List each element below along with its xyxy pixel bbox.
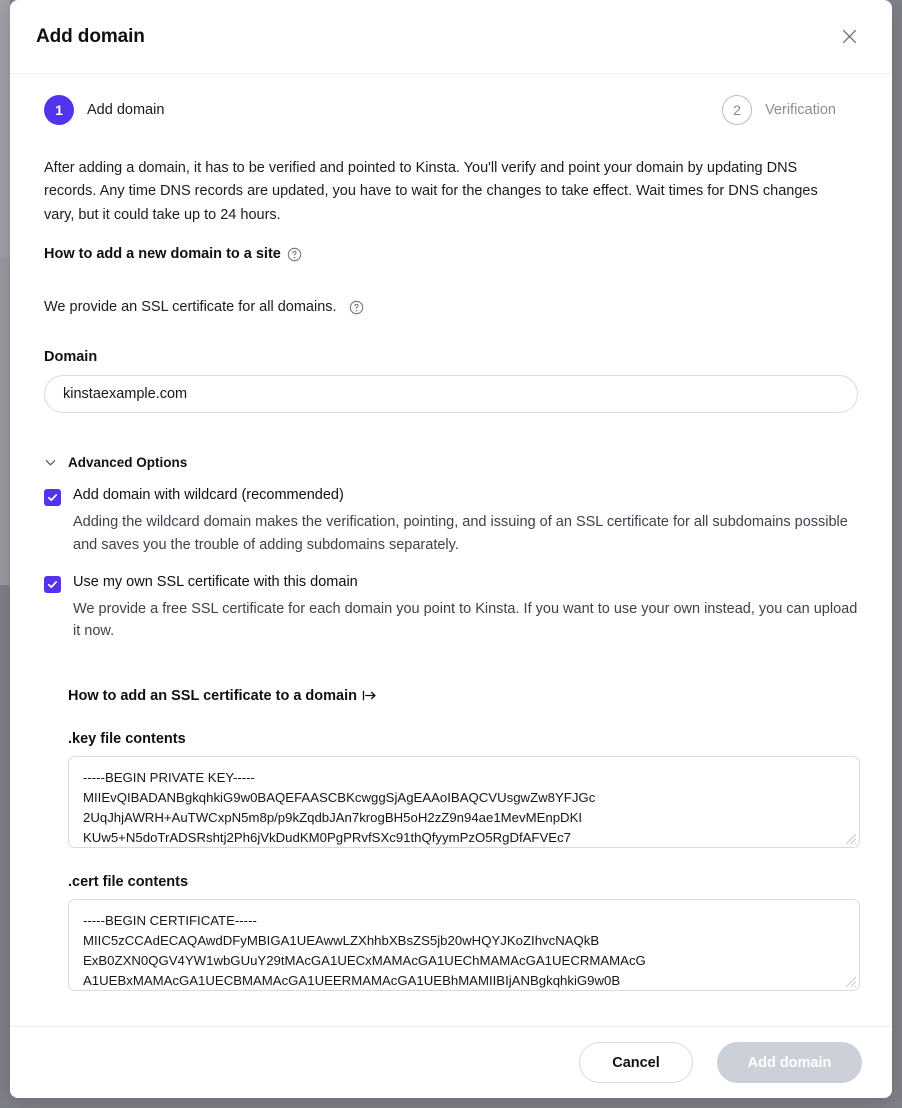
step-1-badge: 1 (44, 95, 74, 125)
modal-body (10, 74, 892, 1026)
chevron-down-icon (44, 456, 57, 469)
ssl-provided-note (44, 299, 858, 315)
how-to-add-ssl-link-label: How to add an SSL certificate to a domain (68, 687, 357, 704)
add-domain-modal (10, 0, 892, 1098)
ssl-upload-block (68, 687, 858, 991)
backdrop-pane-upper (0, 0, 10, 258)
help-circle-icon (287, 247, 302, 262)
cert-file-textarea-wrap (68, 899, 860, 991)
modal-footer (10, 1026, 892, 1098)
close-icon[interactable] (836, 24, 862, 50)
stepper (44, 74, 858, 125)
advanced-options-toggle[interactable] (44, 455, 858, 470)
wildcard-option-title: Add domain with wildcard (recommended) (73, 487, 344, 504)
intro-description: After adding a domain, it has to be verified and pointed to Kinsta. You'll verify and point your domain by updating DNS records. Any time DNS records are updated, you have to wait for the changes to take effect. Wait times for DNS changes vary, but it could take up to 24 hours. (44, 160, 818, 223)
step-2-label: Verification (765, 102, 836, 118)
cert-file-label: .cert file contents (68, 873, 189, 890)
ssl-provided-note-label: We provide an SSL certificate for all domains. (44, 299, 337, 316)
own-ssl-option-title: Use my own SSL certificate with this domain (73, 573, 358, 590)
option-own-ssl (44, 574, 858, 643)
option-wildcard (44, 487, 858, 556)
advanced-options-label: Advanced Options (68, 455, 188, 471)
domain-label: Domain (44, 349, 98, 366)
cancel-button[interactable]: Cancel (579, 1042, 693, 1083)
step-2-badge: 2 (722, 95, 752, 125)
own-ssl-option-description: We provide a free SSL certificate for each domain you point to Kinsta. If you want to use your own instead, you can upload it now. (73, 600, 858, 640)
key-file-textarea-wrap (68, 756, 860, 848)
own-ssl-checkbox[interactable] (44, 576, 61, 593)
help-circle-icon[interactable] (349, 300, 364, 315)
key-file-label: .key file contents (68, 730, 186, 747)
external-link-arrow-icon (362, 689, 377, 702)
cert-file-textarea[interactable] (68, 899, 860, 991)
step-verification[interactable] (722, 95, 836, 125)
step-add-domain[interactable] (44, 95, 164, 125)
wildcard-option-description: Adding the wildcard domain makes the verification, pointing, and issuing of an SSL certificate for all subdomains possible and saves you the trouble of adding subdomains separately. (73, 514, 848, 554)
how-to-add-ssl-link[interactable] (68, 688, 377, 704)
how-to-add-domain-link[interactable] (44, 246, 302, 262)
add-domain-submit-button[interactable]: Add domain (717, 1042, 862, 1083)
domain-input[interactable] (44, 375, 858, 413)
modal-header (10, 0, 892, 74)
page-title: Add domain (36, 25, 145, 47)
step-1-label: Add domain (87, 102, 165, 118)
how-to-add-domain-link-label: How to add a new domain to a site (44, 246, 281, 263)
wildcard-checkbox[interactable] (44, 489, 61, 506)
key-file-textarea[interactable] (68, 756, 860, 848)
